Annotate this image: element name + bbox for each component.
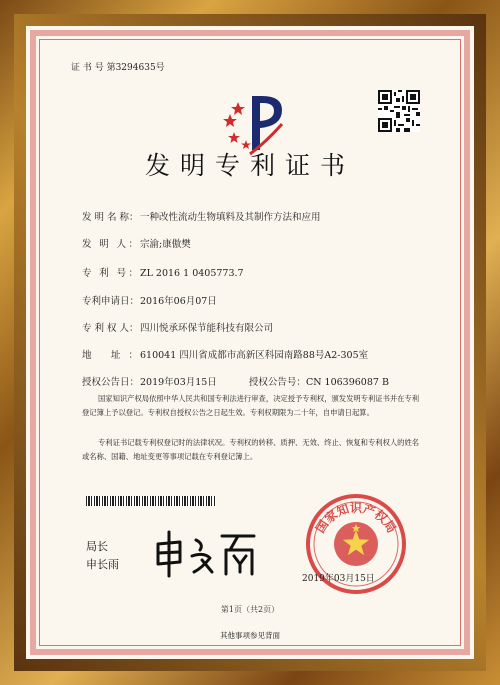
patentee-value: 四川悦承环保节能科技有限公司 <box>140 323 274 334</box>
grant-number-label: 授权公告号： <box>248 377 306 388</box>
address-value: 610041 四川省成都市高新区科园南路88号A2-305室 <box>140 350 369 361</box>
inventors-label: 发 明 人： <box>82 239 138 250</box>
invention-name-label: 发 明 名 称： <box>82 212 139 223</box>
application-date-label: 专利申请日： <box>82 296 140 307</box>
qr-code-icon <box>378 90 420 132</box>
application-date-value: 2016年06月07日 <box>140 296 217 307</box>
seal-text: 国家知识产权局 <box>313 501 399 536</box>
grant-date-value: 2019年03月15日 <box>140 377 217 388</box>
director-name: 申长雨 <box>86 558 119 571</box>
application-date-row <box>82 293 217 307</box>
grant-number-value: CN 106396087 B <box>305 377 389 388</box>
invention-name-value: 一种改性流动生物填料及其制作方法和应用 <box>140 212 321 223</box>
inventors-value: 宗渝;康傲樊 <box>140 239 191 250</box>
patentee-row <box>82 320 273 334</box>
address-row <box>82 347 368 361</box>
page-title: 发明专利证书 <box>144 151 355 180</box>
patentee-label: 专 利 权 人： <box>82 323 139 334</box>
statement-paragraph-1: 国家知识产权局依照中华人民共和国专利法进行审查，决定授予专利权，颁发发明专利证书并在专利登记簿上予以登记。专利权自授权公告之日起生效。专利权期限为二十年，自申请日起算。 <box>82 394 420 417</box>
seal-date: 2019年03月15日 <box>302 574 375 584</box>
inventors-row <box>82 236 191 250</box>
director-title: 局长 <box>86 540 108 553</box>
certificate-number: 证 书 号 第3294635号 <box>71 63 165 73</box>
page-number: 第1页（共2页） <box>220 605 280 614</box>
certificate-paper <box>26 26 474 659</box>
patent-number-label: 专 利 号： <box>82 268 138 279</box>
address-label: 地 址： <box>82 350 138 361</box>
grant-date-label: 授权公告日： <box>82 377 140 388</box>
patent-number-row <box>82 265 244 279</box>
director-signature <box>152 528 262 580</box>
footer-note: 其他事项参见背面 <box>220 631 280 640</box>
patent-number-value: ZL 2016 1 0405773.7 <box>140 268 244 279</box>
invention-name-row <box>82 209 321 223</box>
barcode-icon <box>86 496 216 506</box>
statement-paragraph-2: 专利证书记载专利权登记时的法律状况。专利权的转移、质押、无效、终止、恢复和专利权人的姓名或名称、国籍、地址变更等事项记载在专利登记簿上。 <box>82 438 420 461</box>
grant-row <box>82 374 389 388</box>
